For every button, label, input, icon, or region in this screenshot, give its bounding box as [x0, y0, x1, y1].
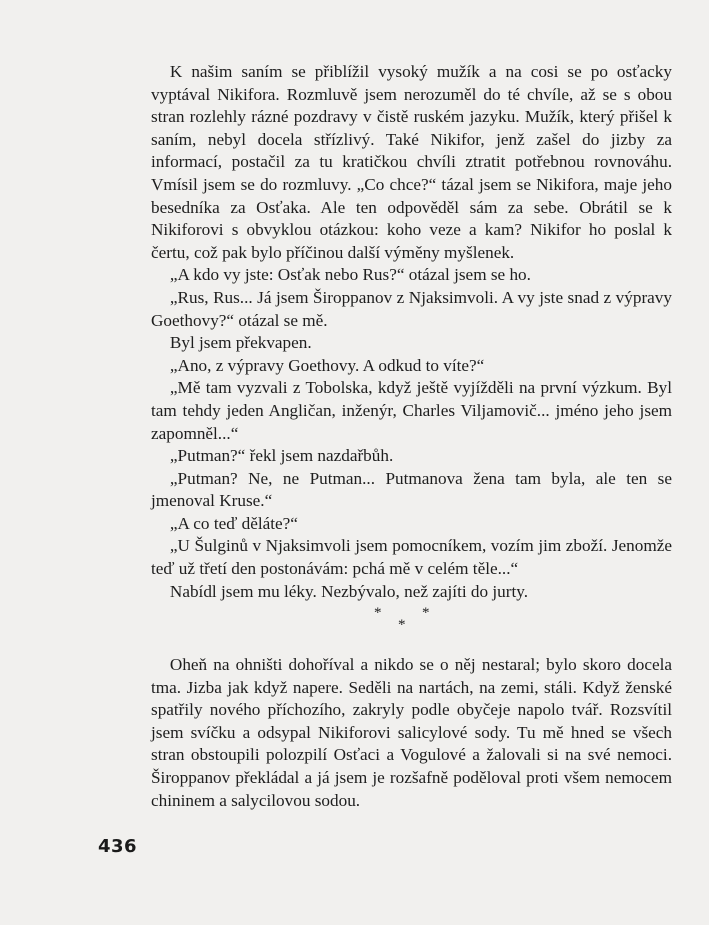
- paragraph: K našim saním se přiblížil vysoký mužík a na cosi se po osťacky vyptával Nikifora. Rozmluvě jsem nerozuměl do té chvíle, až se s obou stran rozlehly rázné pozdravy v čistě ruském jazyku. Mužík, který přišel k saním, nebyl docela střízlivý. Také Nikifor, jenž zašel do jizby za informací, postačil za tu kratičkou chvíli ztratit potřebnou rovnováhu. Vmísil jsem se do rozmluvy. „Co chce?“ tázal jsem se Nikifora, maje jeho besedníka za Osťaka. Ale ten odpověděl sám za sebe. Obrátil se k Nikiforovi s obvyklou otázkou: koho veze a kam? Nikifor ho poslal k čertu, což pak bylo příčinou další výměny myšlenek.: [151, 62, 672, 262]
- paragraph: „Ano, z výpravy Goethovy. A odkud to víte?“: [169, 355, 485, 375]
- page-number: 436: [98, 836, 138, 857]
- paragraph: Byl jsem překvapen.: [169, 333, 312, 353]
- paragraph: „U Šulginů v Njaksimvoli jsem pomocníkem, vozím jim zboží. Jenomže teď už třetí den postonávám: pchá mě v celém těle...“: [151, 536, 672, 579]
- paragraph: „A kdo vy jste: Osťak nebo Rus?“ otázal jsem se ho.: [169, 265, 531, 285]
- paragraph: Nabídl jsem mu léky. Nezbývalo, než zajíti do jurty.: [169, 581, 529, 601]
- asterisk: *: [422, 605, 430, 621]
- asterisk: *: [374, 605, 382, 621]
- paragraph: „Putman?“ řekl jsem nazdařbůh.: [169, 446, 394, 466]
- paragraph: „Mě tam vyzvali z Tobolska, když ještě vyjížděli na první výzkum. Byl tam tehdy jeden Angličan, inženýr, Charles Viljamovič... jméno jeho jsem zapomněl...“: [151, 378, 672, 443]
- text-after-break: [151, 654, 672, 812]
- paragraph: „A co teď děláte?“: [169, 513, 298, 533]
- paragraph: Oheň na ohništi dohoříval a nikdo se o něj nestaral; bylo skoro docela tma. Jizba jak když napere. Seděli na nartách, na zemi, stáli. Když ženské spatřily nového příchozího, zakryly podle obyčeje napolo tvář. Rozsvítil jsem svíčku a odsypal Nikiforovi salicylové sody. Tu mě hned se všech stran obstoupili polozpilí Osťaci a Vogulové a žalovali si na své nemoci. Široppanov překládal a já jsem je rozšafně poděloval proti všem nemocem chininem a salycilovou sodou.: [151, 655, 672, 810]
- paragraph: „Putman? Ne, ne Putman... Putmanova žena tam byla, ale ten se jmenoval Kruse.“: [151, 468, 672, 511]
- asterisk: *: [398, 617, 406, 633]
- paragraph: „Rus, Rus... Já jsem Široppanov z Njaksimvoli. A vy jste snad z výpravy Goethovy?“ otázal se mě.: [151, 287, 672, 330]
- main-text: [151, 61, 672, 603]
